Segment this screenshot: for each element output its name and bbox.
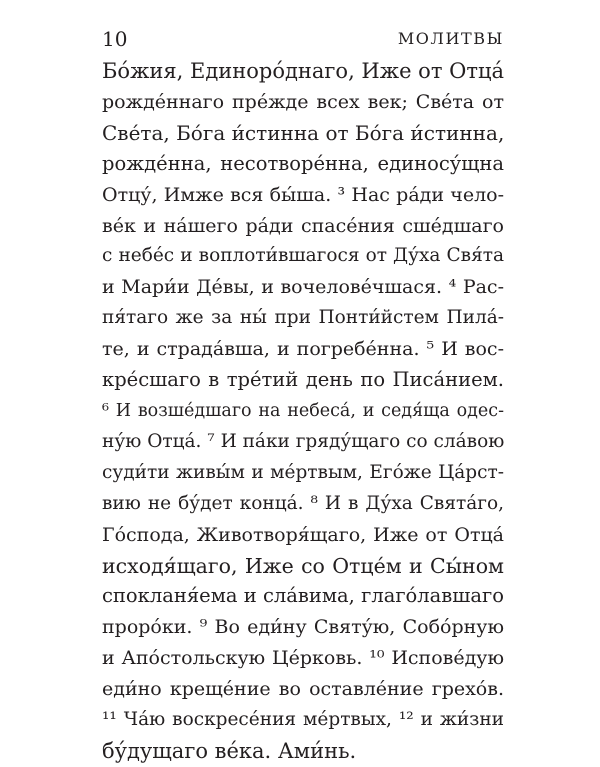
text-line: ве́к и на́шего ра́ди спасе́ния сше́дшаго (102, 214, 504, 237)
text-line: Го́спода, Животворя́щаго, Иже от Отца́ (102, 523, 504, 546)
text-line: кре́сшаго в тре́тий день по Писа́нием. (102, 368, 504, 392)
text-line: и Мари́и Де́вы, и вочелове́чшася. ⁴ Рас- (102, 276, 504, 299)
text-line: суди́ти живы́м и ме́ртвым, Его́же Ца́рст- (102, 461, 504, 483)
text-line: вию не бу́дет конца́. ⁸ И в Ду́ха Свята́го, (102, 492, 504, 514)
text-line: и Апо́стольскую Це́рковь. ¹⁰ Испове́дую (102, 647, 504, 670)
text-line: бу́дущаго ве́ка. Ами́нь. (102, 738, 357, 763)
text-line: Отцу́, Имже вся бы́ша. ³ Нас ра́ди чело- (102, 183, 504, 206)
text-line: еди́но креще́ние во оставле́ние грехо́в. (102, 678, 504, 701)
text-line: Све́та, Бо́га и́стинна от Бо́га и́стинна, (102, 120, 505, 145)
text-line: рожде́ннаго пре́жде всех век; Све́та от (102, 90, 504, 113)
text-line: ну́ю Отца́. ⁷ И па́ки гряду́щаго со сла́вою (102, 430, 505, 452)
text-line: с небе́с и воплоти́вшагося от Ду́ха Свя́та (102, 245, 504, 267)
text-line: исходя́щаго, Иже со Отце́м и Сы́ном (102, 553, 504, 578)
running-title: МОЛИТВЫ (397, 29, 504, 48)
page-number: 10 (102, 27, 128, 51)
text-line: спокланя́ема и сла́вима, глаго́лавшаго (102, 584, 504, 608)
text-line: те, и страда́вша, и погребе́нна. ⁵ И вос- (102, 338, 504, 361)
text-line: Бо́жия, Единоро́днаго, Иже от Отца́ (102, 59, 504, 83)
prayer-text-block (102, 56, 504, 767)
text-line: пя́таго же за ны́ при Понти́йстем Пила́- (102, 307, 504, 329)
page-header (102, 24, 504, 54)
text-line: ¹¹ Ча́ю воскресе́ния ме́ртвых, ¹² и жи́зни (102, 709, 504, 731)
text-line: рожде́нна, несотворе́нна, единосу́щна (102, 151, 504, 175)
text-line: проро́ки. ⁹ Во еди́ну Святу́ю, Собо́рную (102, 616, 504, 639)
text-line: ⁶ И возше́дшаго на небеса́, и седя́ща одес- (102, 400, 504, 421)
